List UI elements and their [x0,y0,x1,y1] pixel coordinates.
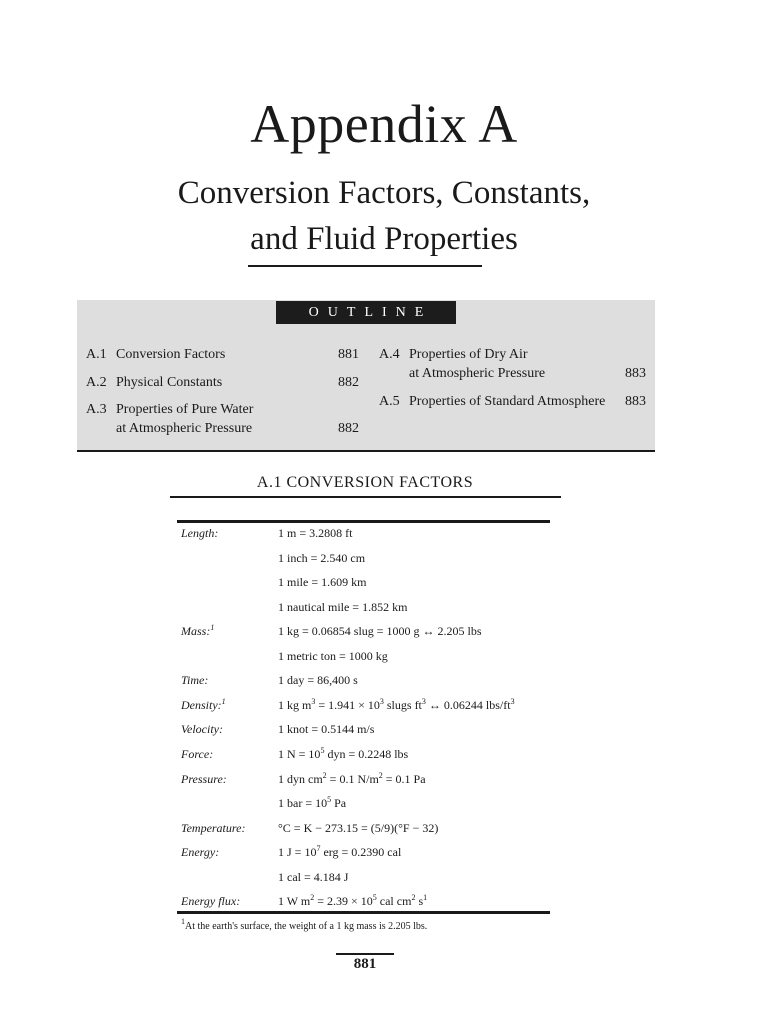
value-text: 1 kg = 0.06854 slug = 1000 g ↔ 2.205 lbs [278,624,482,639]
toc-page: 882 [338,375,359,390]
value-text: = 0.1 N/m [326,771,379,786]
toc-title: Conversion Factors [116,347,226,362]
value-text: dyn = 0.2248 lbs [324,746,409,761]
appendix-title: Appendix A [250,94,518,154]
conversion-value [278,843,401,861]
conversion-value [278,598,407,616]
footnote-mark: 1 [181,917,185,926]
quantity-label-text: Energy flux: [181,894,241,909]
conversion-row [181,573,551,595]
conversion-value [278,745,408,763]
value-text: °C = K − 273.15 = (5/9)(°F − 32) [278,820,439,835]
conversion-value [278,622,482,640]
conversion-row [181,671,551,693]
toc-number: A.4 [379,347,400,362]
conversion-value [278,696,515,714]
toc-page: 883 [625,366,646,381]
toc-item-a3[interactable] [86,400,359,440]
value-text: s [415,894,424,909]
footnote-reference: 1 [210,623,215,633]
conversion-row [181,819,551,841]
value-text: 1 N = 10 [278,746,321,761]
value-text: 1 m = 3.2808 ft [278,526,353,540]
exponent: 5 [372,893,377,903]
outline-label: OUTLINE [276,301,456,324]
section-heading: A.1 CONVERSION FACTORS [256,474,474,491]
quantity-label-text: Density: [181,697,222,712]
value-text: = 1.941 × 10 [315,697,380,712]
value-text: erg = 0.2390 cal [320,845,402,860]
quantity-label [181,843,219,861]
quantity-label-text: Mass: [181,624,211,639]
toc-title-continued: at Atmospheric Pressure [409,366,546,381]
subtitle-line-1: Conversion Factors, Constants, [177,175,591,211]
value-text: 1 knot = 0.5144 m/s [278,722,375,737]
exponent: 2 [322,770,327,780]
conversion-value [278,794,346,812]
value-text: 1 J = 10 [278,845,317,860]
value-text: Pa [331,796,347,811]
toc-title: Physical Constants [116,375,223,390]
toc-page: 883 [625,394,646,409]
value-text: 1 mile = 1.609 km [278,575,367,590]
conversion-value [278,573,366,591]
toc-title: Properties of Standard Atmosphere [409,394,606,409]
conversion-row [181,770,551,792]
toc-number: A.2 [86,375,107,390]
quantity-label [181,720,223,738]
conversion-value [278,892,427,910]
conversion-row [181,524,551,546]
quantity-label [181,770,227,788]
exponent: 3 [379,696,384,706]
value-text: 1 inch = 2.540 cm [278,550,366,565]
subtitle-line-2: and Fluid Properties [250,221,518,257]
conversion-row [181,868,551,890]
value-text: 1 nautical mile = 1.852 km [278,599,408,614]
quantity-label-text: Energy: [181,845,220,860]
quantity-label [181,524,218,542]
quantity-label [181,622,214,640]
conversion-row [181,794,551,816]
toc-page: 882 [338,421,359,436]
value-text: slugs ft [383,697,422,712]
toc-title: Properties of Pure Water [116,402,254,417]
conversion-row [181,696,551,718]
conversion-row [181,647,551,669]
toc-number: A.3 [86,402,107,417]
exponent: 5 [320,745,325,755]
conversion-row [181,843,551,865]
quantity-label [181,696,226,714]
exponent: 7 [316,844,321,854]
quantity-label [181,745,213,763]
footnote [181,917,428,934]
quantity-label-text: Force: [181,746,214,761]
quantity-label-text: Temperature: [181,820,246,835]
value-text: 1 dyn cm [278,771,323,786]
quantity-label [181,892,240,910]
footnote-text: At the earth's surface, the weight of a 1 kg mass is 2.205 lbs. [185,921,428,932]
quantity-label-text: Length: [181,526,219,540]
conversion-value [278,549,365,567]
toc-number: A.5 [379,394,400,409]
exponent: 3 [311,696,316,706]
quantity-label [181,671,208,689]
exponent: 2 [310,893,315,903]
value-text: 1 day = 86,400 s [278,673,358,688]
conversion-value [278,868,348,886]
conversion-row [181,549,551,571]
conversion-value [278,647,388,665]
page-number-rule [336,953,394,955]
quantity-label [181,819,245,837]
toc-page: 881 [338,347,359,362]
appendix-subtitle [0,170,768,262]
conversion-value [278,671,358,689]
value-text: 1 W m [278,894,311,909]
exponent: 2 [411,893,416,903]
toc-title: Properties of Dry Air [409,347,528,362]
conversion-row [181,745,551,767]
conversion-row [181,598,551,620]
footnote-reference: 1 [221,696,226,706]
quantity-label-text: Pressure: [181,771,227,786]
table-top-rule [177,520,550,523]
conversion-value [278,819,438,837]
value-text: cal cm [376,894,412,909]
value-text: 1 bar = 10 [278,796,328,811]
quantity-label-text: Time: [181,673,209,688]
value-text: 1 cal = 4.184 J [278,869,349,884]
value-text: 1 metric ton = 1000 kg [278,648,388,663]
value-text: ↔ 0.06244 lbs/ft [425,697,511,712]
toc-number: A.1 [86,347,107,362]
page-number: 881 [353,956,377,972]
toc-title-continued: at Atmospheric Pressure [116,421,253,436]
conversion-row [181,720,551,742]
value-text: = 2.39 × 10 [314,894,373,909]
exponent: 5 [327,795,332,805]
quantity-label-text: Velocity: [181,722,223,737]
exponent: 3 [510,696,515,706]
conversion-value [278,720,374,738]
conversion-value [278,770,426,788]
conversion-row [181,622,551,644]
exponent: 3 [421,696,426,706]
toc-item-a4[interactable] [379,345,646,385]
table-bottom-rule [177,911,550,914]
exponent: 1 [423,893,428,903]
outline-box [77,300,655,452]
exponent: 2 [378,770,383,780]
section-rule [170,496,561,498]
conversion-value [278,524,352,542]
value-text: = 0.1 Pa [382,771,426,786]
title-rule [248,265,482,267]
value-text: 1 kg m [278,697,312,712]
